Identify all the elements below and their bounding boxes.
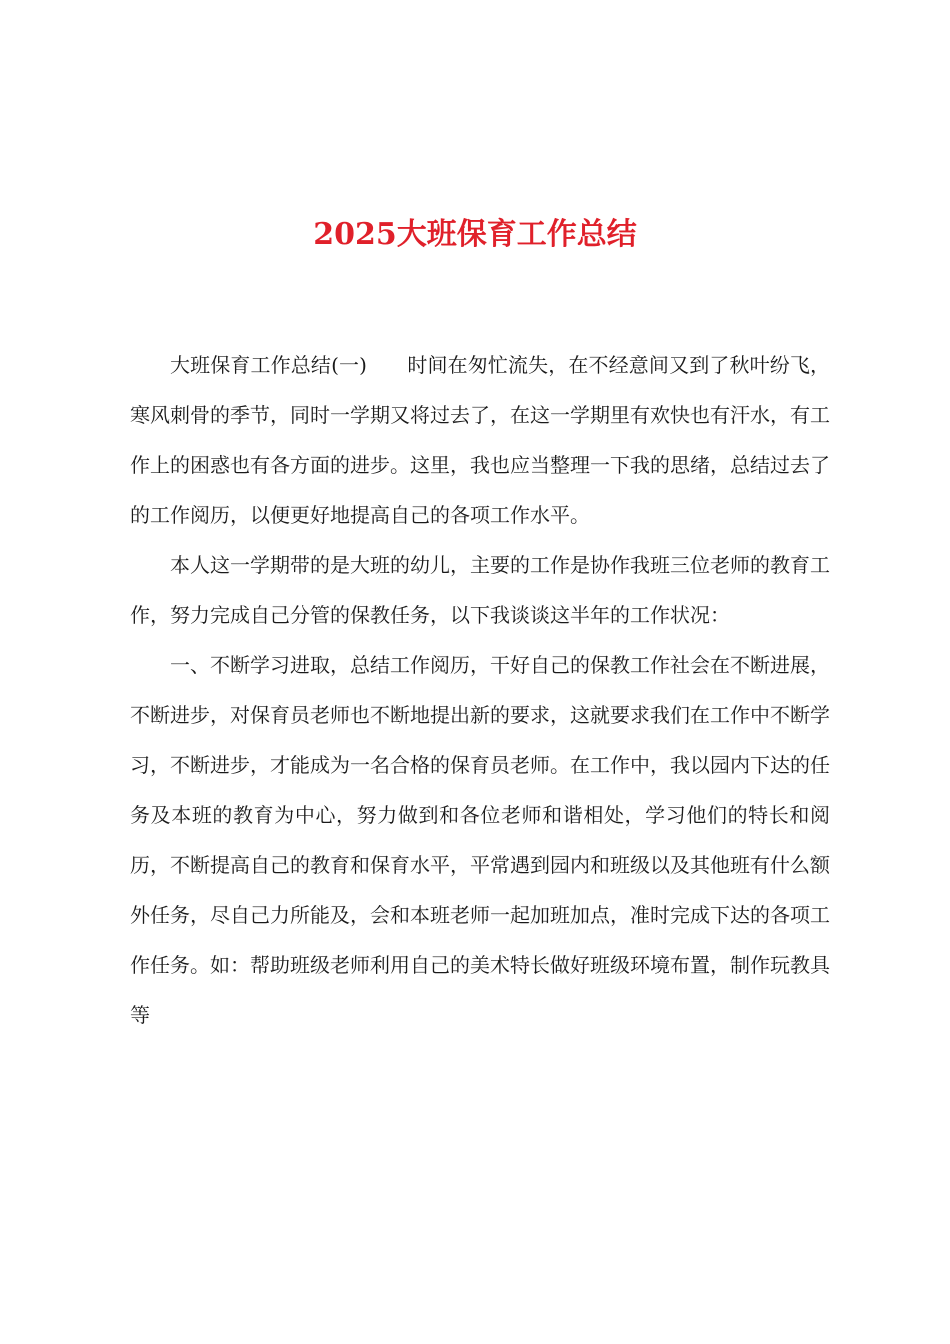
paragraph-2: 本人这一学期带的是大班的幼儿，主要的工作是协作我班三位老师的教育工作，努力完成自己分管的保教任务，以下我谈谈这半年的工作状况： bbox=[130, 553, 830, 627]
document-body bbox=[130, 340, 830, 1040]
paragraph-3: 一、不断学习进取，总结工作阅历，干好自己的保教工作社会在不断进展，不断进步，对保育员老师也不断地提出新的要求，这就要求我们在工作中不断学习，不断进步，才能成为一名合格的保育员老师。在工作中，我以园内下达的任务及本班的教育为中心，努力做到和各位老师和谐相处，学习他们的特长和阅历，不断提高自己的教育和保育水平，平常遇到园内和班级以及其他班有什么额外任务，尽自己力所能及，会和本班老师一起加班加点，准时完成下达的各项工作任务。如：帮助班级老师利用自己的美术特长做好班级环境布置，制作玩教具等 bbox=[130, 653, 830, 1027]
document-title: 2025大班保育工作总结 bbox=[313, 217, 637, 252]
paragraph-1: 大班保育工作总结(一) 时间在匆忙流失，在不经意间又到了秋叶纷飞，寒风刺骨的季节，同时一学期又将过去了，在这一学期里有欢快也有汗水，有工作上的困惑也有各方面的进步。这里，我也应当整理一下我的思绪，总结过去了的工作阅历，以便更好地提高自己的各项工作水平。 bbox=[130, 353, 830, 527]
